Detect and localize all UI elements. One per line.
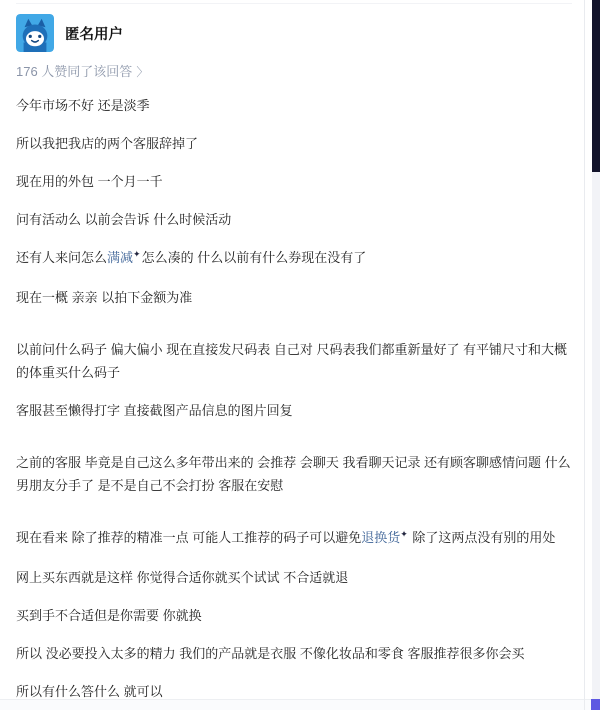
scrollbar-track[interactable] (592, 0, 600, 710)
answer-header (0, 0, 584, 52)
search-plus-icon[interactable]: ✦ (400, 529, 408, 539)
text-segment: 所以我把我店的两个客服辞掉了 (16, 136, 199, 151)
text-segment: 买到手不合适但是你需要 你就换 (16, 608, 202, 623)
scrollbar-thumb[interactable] (592, 0, 600, 172)
text-segment: 问有活动么 以前会告诉 什么时候活动 (16, 212, 232, 227)
answer-paragraph (16, 338, 572, 384)
partial-blue-element (591, 699, 600, 710)
chevron-right-icon: 〉 (136, 65, 149, 79)
text-segment: 现在一概 亲亲 以拍下金额为准 (16, 290, 193, 305)
text-segment: 除了这两点没有别的用处 (408, 530, 556, 545)
text-segment: 客服甚至懒得打字 直接截图产品信息的图片回复 (16, 403, 293, 418)
answer-body (0, 94, 584, 703)
text-segment: 今年市场不好 还是淡季 (16, 98, 150, 113)
upvote-meta-text: 176 人赞同了该回答 (16, 64, 133, 79)
answer-paragraph (16, 399, 572, 422)
username[interactable]: 匿名用户 (65, 26, 123, 43)
bottom-divider-strip (0, 699, 592, 710)
answer-paragraph (16, 286, 572, 309)
keyword-link[interactable]: 退换货 (361, 530, 401, 545)
card-right-border (584, 0, 585, 710)
text-segment: 还有人来问怎么 (16, 250, 108, 265)
text-segment: 所以有什么答什么 就可以 (16, 684, 163, 699)
answer-paragraph (16, 132, 572, 155)
answer-paragraph (16, 642, 572, 665)
text-segment: 怎么凑的 什么以前有什么券现在没有了 (141, 250, 367, 265)
anonymous-mascot-icon (16, 14, 54, 52)
answer-paragraph (16, 246, 572, 271)
text-segment: 所以 没必要投入太多的精力 我们的产品就是衣服 不像化妆品和零食 客服推荐很多你会买 (16, 646, 525, 661)
answer-paragraph (16, 526, 572, 551)
text-segment: 现在用的外包 一个月一千 (16, 174, 163, 189)
answer-paragraph (16, 604, 572, 627)
answer-paragraph (16, 451, 572, 497)
text-segment: 以前问什么码子 偏大偏小 现在直接发尺码表 自己对 尺码表我们都重新量好了 有平铺尺寸和大概的体重买什么码子 (16, 342, 568, 380)
answer-paragraph (16, 566, 572, 589)
answer-paragraph (16, 170, 572, 193)
answer-paragraph (16, 94, 572, 117)
text-segment: 之前的客服 毕竟是自己这么多年带出来的 会推荐 会聊天 我看聊天记录 还有顾客聊感情问题 什么男朋友分手了 是不是自己不会打扮 客服在安慰 (16, 455, 571, 493)
avatar[interactable] (16, 14, 54, 52)
text-segment: 现在看来 除了推荐的精准一点 可能人工推荐的码子可以避免 (16, 530, 362, 545)
upvote-meta-link[interactable] (0, 63, 584, 81)
answer-paragraph (16, 208, 572, 231)
keyword-link[interactable]: 满减 (107, 250, 134, 265)
search-plus-icon[interactable]: ✦ (133, 249, 141, 259)
text-segment: 网上买东西就是这样 你觉得合适你就买个试试 不合适就退 (16, 570, 349, 585)
